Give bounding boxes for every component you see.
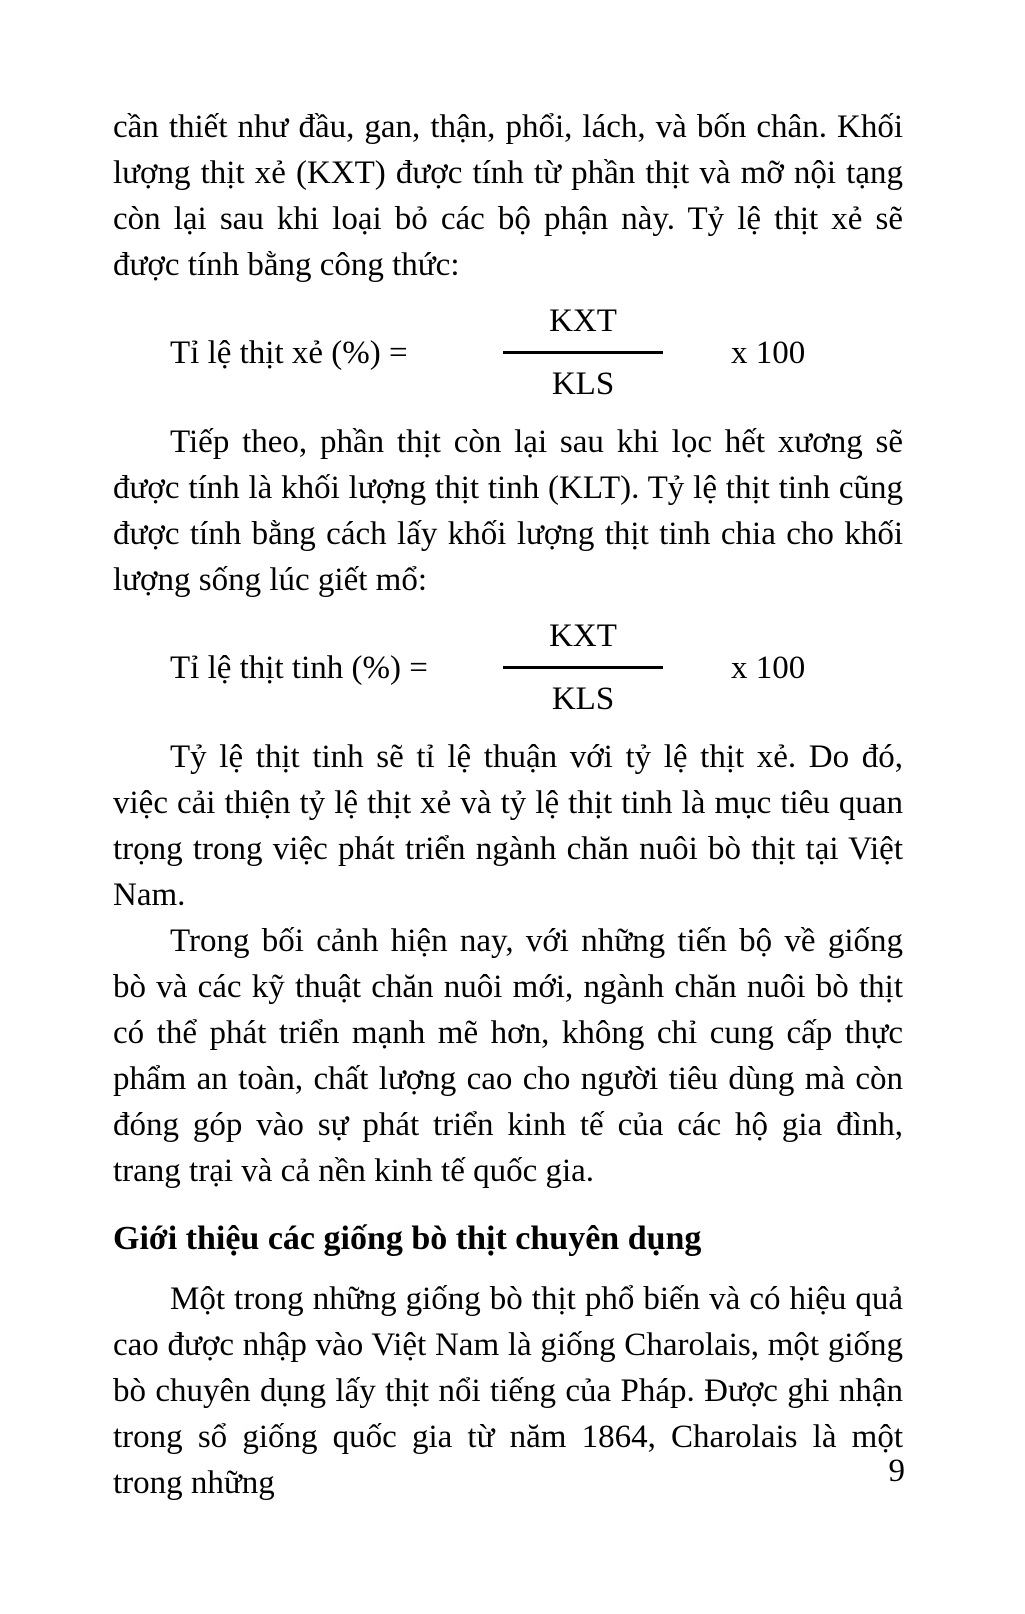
page-number: 9 <box>888 1453 905 1489</box>
paragraph-industry-context: Trong bối cảnh hiện nay, với những tiến bộ về giống bò và các kỹ thuật chăn nuôi mới, ngành chăn nuôi bò thịt có thể phát triển mạnh mẽ hơn, không chỉ cung cấp thực phẩm an toàn, chất lượng cao cho người tiêu dùng mà còn đóng góp vào sự phát triển kinh tế của các hộ gia đình, trang trại và cả nền kinh tế quốc gia. <box>113 923 903 1189</box>
fraction-denominator: KLS <box>551 681 615 717</box>
fraction-denominator: KLS <box>551 366 615 402</box>
paragraph-ratio-relationship: Tỷ lệ thịt tinh sẽ tỉ lệ thuận với tỷ lệ thịt xẻ. Do đó, việc cải thiện tỷ lệ thịt xẻ và tỷ lệ thịt tinh là mục tiêu quan trọng trong việc phát triển ngành chăn nuôi bò thịt tại Việt Nam. <box>113 739 903 913</box>
formula-lean-meat-ratio <box>113 613 903 722</box>
formula-lean-label: Tỉ lệ thịt tinh (%) = <box>170 649 428 686</box>
formula-carcass-ratio <box>113 298 903 407</box>
formula-multiplier: x 100 <box>731 649 806 686</box>
formula-carcass-label: Tỉ lệ thịt xẻ (%) = <box>170 334 408 371</box>
fraction <box>503 298 663 407</box>
section-heading-beef-breeds: Giới thiệu các giống bò thịt chuyên dụng <box>113 1220 702 1257</box>
paragraph-lean-meat-weight: Tiếp theo, phần thịt còn lại sau khi lọc hết xương sẽ được tính là khối lượng thịt tinh (KLT). Tỷ lệ thịt tinh cũng được tính bằng cách lấy khối lượng thịt tinh chia cho khối lượng sống lúc giết mổ: <box>113 424 903 598</box>
fraction-numerator: KXT <box>503 298 663 354</box>
paragraph-carcass-weight: cần thiết như đầu, gan, thận, phổi, lách, và bốn chân. Khối lượng thịt xẻ (KXT) được tính từ phần thịt và mỡ nội tạng còn lại sau khi loại bỏ các bộ phận này. Tỷ lệ thịt xẻ sẽ được tính bằng công thức: <box>113 109 903 283</box>
fraction-numerator: KXT <box>503 613 663 669</box>
fraction <box>503 613 663 722</box>
paragraph-charolais-intro: Một trong những giống bò thịt phổ biến và có hiệu quả cao được nhập vào Việt Nam là giống Charolais, một giống bò chuyên dụng lấy thịt nổi tiếng của Pháp. Được ghi nhận trong sổ giống quốc gia từ năm 1864, Charolais là một trong những <box>113 1281 903 1501</box>
formula-multiplier: x 100 <box>731 334 806 371</box>
